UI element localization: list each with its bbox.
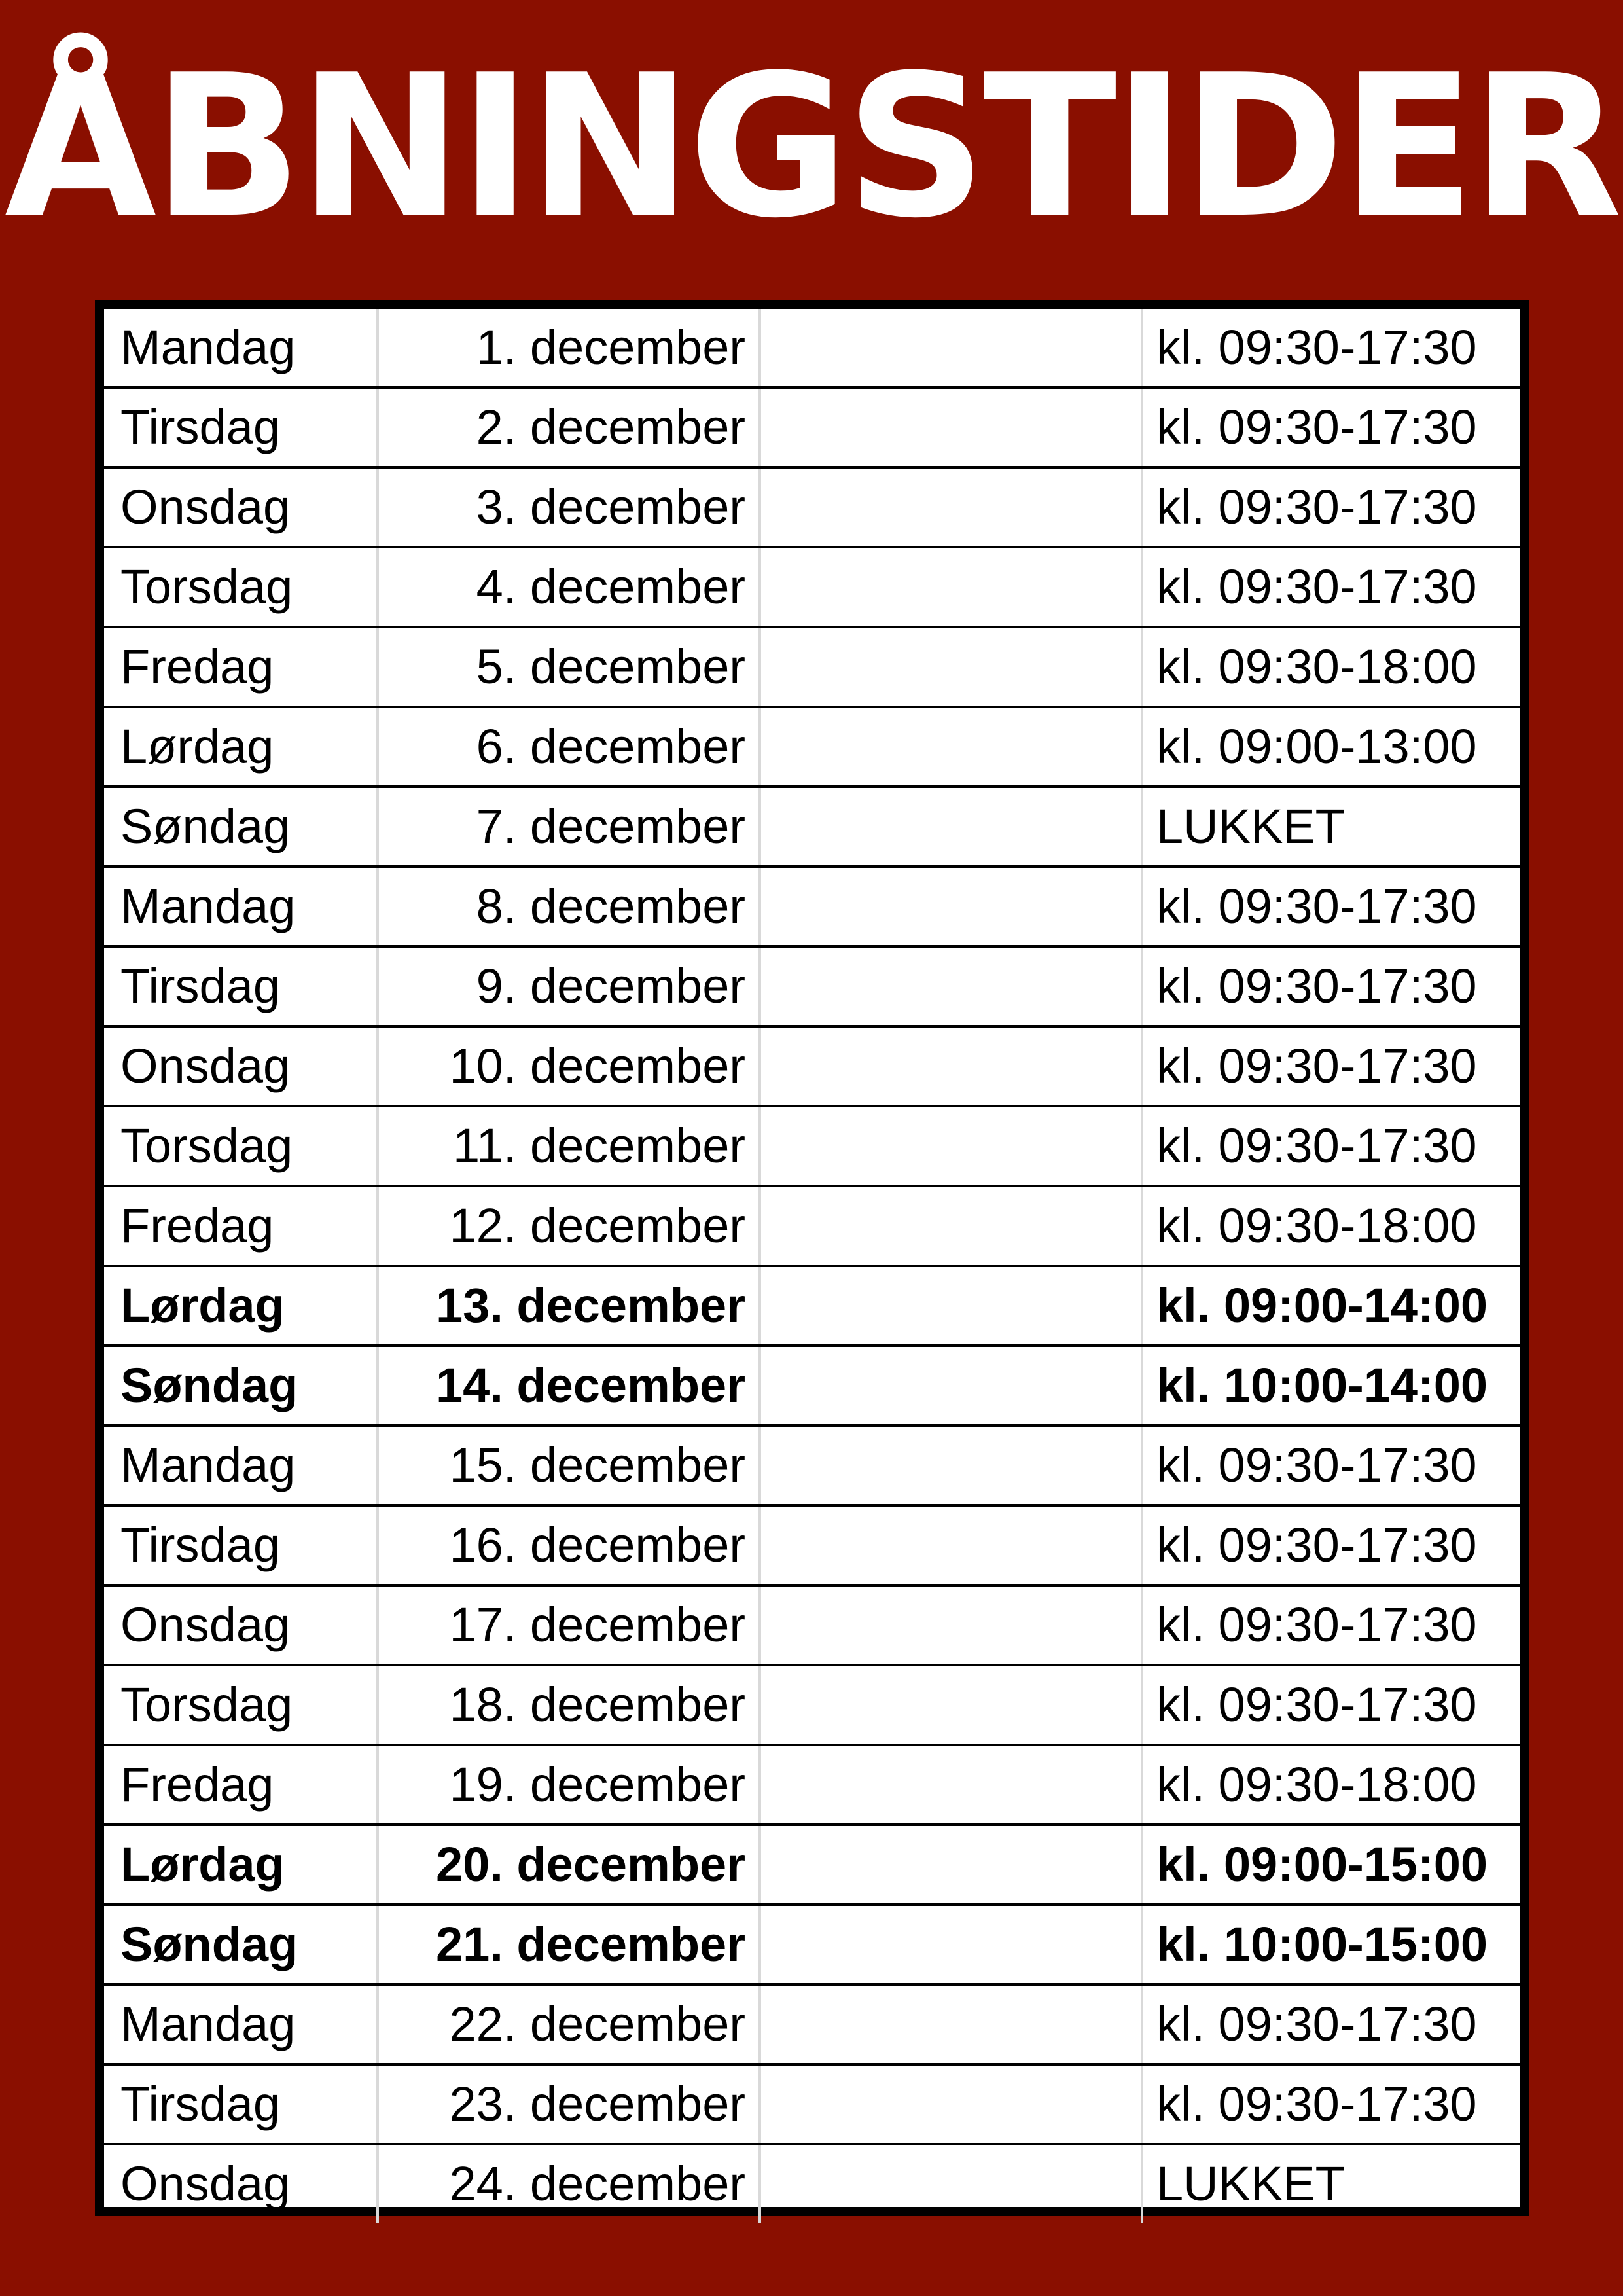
- date-cell: 6. december: [379, 708, 761, 785]
- empty-cell: [761, 1986, 1143, 2063]
- hours-cell: kl. 09:30-17:30: [1156, 1598, 1477, 1652]
- empty-cell: [761, 2066, 1143, 2143]
- hours-cell: kl. 09:30-17:30: [1156, 320, 1477, 374]
- weekday-cell: Onsdag: [104, 1587, 379, 1664]
- table-row: [104, 1187, 1520, 1267]
- empty-cell: [761, 309, 1143, 386]
- table-row: [104, 1746, 1520, 1826]
- empty-cell: [761, 1746, 1143, 1823]
- hours-cell: kl. 09:00-13:00: [1156, 719, 1477, 774]
- table-row: [104, 389, 1520, 469]
- weekday-cell: Tirsdag: [104, 1507, 379, 1584]
- hours-cell: kl. 09:30-18:00: [1156, 639, 1477, 694]
- weekday-cell: Torsdag: [104, 1107, 379, 1185]
- hours-cell: kl. 10:00-14:00: [1156, 1358, 1488, 1412]
- weekday-cell: Onsdag: [104, 469, 379, 546]
- table-row: [104, 1587, 1520, 1666]
- weekday-cell: Tirsdag: [104, 2066, 379, 2143]
- hours-cell: kl. 09:30-18:00: [1156, 1198, 1477, 1253]
- empty-cell: [761, 1187, 1143, 1265]
- weekday-cell: Lørdag: [104, 1267, 379, 1344]
- opening-hours-table-frame: [95, 300, 1529, 2216]
- hours-cell: kl. 09:30-17:30: [1156, 1039, 1477, 1093]
- date-cell: 1. december: [379, 309, 761, 386]
- date-cell: 14. december: [379, 1347, 761, 1424]
- empty-cell: [761, 1826, 1143, 1903]
- date-cell: 17. december: [379, 1587, 761, 1664]
- weekday-cell: Søndag: [104, 788, 379, 865]
- hours-cell: kl. 09:30-17:30: [1156, 1438, 1477, 1492]
- empty-cell: [761, 788, 1143, 865]
- table-row: [104, 2145, 1520, 2223]
- opening-hours-table: [104, 309, 1520, 2211]
- date-cell: 4. december: [379, 548, 761, 626]
- date-cell: 5. december: [379, 628, 761, 706]
- hours-cell: kl. 09:30-17:30: [1156, 879, 1477, 933]
- hours-cell: kl. 09:30-17:30: [1156, 1518, 1477, 1572]
- date-cell: 23. december: [379, 2066, 761, 2143]
- table-row: [104, 1107, 1520, 1187]
- date-cell: 19. december: [379, 1746, 761, 1823]
- hours-cell: kl. 09:00-14:00: [1156, 1278, 1488, 1333]
- date-cell: 15. december: [379, 1427, 761, 1504]
- hours-cell: kl. 09:30-17:30: [1156, 560, 1477, 614]
- hours-cell: kl. 09:00-15:00: [1156, 1837, 1488, 1892]
- hours-cell: kl. 09:30-17:30: [1156, 400, 1477, 454]
- hours-cell: kl. 09:30-17:30: [1156, 2077, 1477, 2131]
- empty-cell: [761, 868, 1143, 945]
- empty-cell: [761, 1347, 1143, 1424]
- empty-cell: [761, 708, 1143, 785]
- date-cell: 10. december: [379, 1028, 761, 1105]
- empty-cell: [761, 628, 1143, 706]
- weekday-cell: Mandag: [104, 868, 379, 945]
- weekday-cell: Søndag: [104, 1906, 379, 1983]
- empty-cell: [761, 1587, 1143, 1664]
- hours-cell: kl. 10:00-15:00: [1156, 1917, 1488, 1971]
- date-cell: 12. december: [379, 1187, 761, 1265]
- empty-cell: [761, 389, 1143, 466]
- date-cell: 16. december: [379, 1507, 761, 1584]
- date-cell: 18. december: [379, 1666, 761, 1744]
- date-cell: 9. december: [379, 948, 761, 1025]
- weekday-cell: Fredag: [104, 1746, 379, 1823]
- table-row: [104, 309, 1520, 389]
- hours-cell: kl. 09:30-17:30: [1156, 1677, 1477, 1732]
- empty-cell: [761, 2145, 1143, 2223]
- date-cell: 21. december: [379, 1906, 761, 1983]
- hours-cell: kl. 09:30-18:00: [1156, 1757, 1477, 1812]
- table-row: [104, 1826, 1520, 1906]
- date-cell: 13. december: [379, 1267, 761, 1344]
- empty-cell: [761, 1028, 1143, 1105]
- empty-cell: [761, 548, 1143, 626]
- weekday-cell: Tirsdag: [104, 948, 379, 1025]
- weekday-cell: Torsdag: [104, 1666, 379, 1744]
- date-cell: 8. december: [379, 868, 761, 945]
- hours-cell: kl. 09:30-17:30: [1156, 1997, 1477, 2051]
- table-row: [104, 1507, 1520, 1587]
- date-cell: 2. december: [379, 389, 761, 466]
- empty-cell: [761, 948, 1143, 1025]
- weekday-cell: Onsdag: [104, 1028, 379, 1105]
- table-row: [104, 628, 1520, 708]
- empty-cell: [761, 1107, 1143, 1185]
- table-row: [104, 1347, 1520, 1427]
- table-row: [104, 708, 1520, 788]
- weekday-cell: Mandag: [104, 309, 379, 386]
- date-cell: 24. december: [379, 2145, 761, 2223]
- empty-cell: [761, 1906, 1143, 1983]
- date-cell: 3. december: [379, 469, 761, 546]
- hours-cell: LUKKET: [1156, 799, 1345, 853]
- table-row: [104, 1427, 1520, 1507]
- table-row: [104, 868, 1520, 948]
- weekday-cell: Onsdag: [104, 2145, 379, 2223]
- empty-cell: [761, 1666, 1143, 1744]
- table-row: [104, 1906, 1520, 1986]
- hours-cell: kl. 09:30-17:30: [1156, 1119, 1477, 1173]
- hours-cell: LUKKET: [1156, 2157, 1345, 2211]
- date-cell: 20. december: [379, 1826, 761, 1903]
- hours-cell: kl. 09:30-17:30: [1156, 480, 1477, 534]
- weekday-cell: Lørdag: [104, 1826, 379, 1903]
- empty-cell: [761, 1507, 1143, 1584]
- table-row: [104, 1666, 1520, 1746]
- weekday-cell: Mandag: [104, 1986, 379, 2063]
- weekday-cell: Lørdag: [104, 708, 379, 785]
- weekday-cell: Søndag: [104, 1347, 379, 1424]
- weekday-cell: Mandag: [104, 1427, 379, 1504]
- date-cell: 22. december: [379, 1986, 761, 2063]
- page-title: ÅBNINGSTIDER: [4, 33, 1619, 261]
- table-row: [104, 948, 1520, 1028]
- empty-cell: [761, 469, 1143, 546]
- empty-cell: [761, 1267, 1143, 1344]
- date-cell: 11. december: [379, 1107, 761, 1185]
- table-row: [104, 469, 1520, 548]
- hours-cell: kl. 09:30-17:30: [1156, 959, 1477, 1013]
- table-row: [104, 788, 1520, 868]
- table-row: [104, 1028, 1520, 1107]
- weekday-cell: Fredag: [104, 1187, 379, 1265]
- weekday-cell: Torsdag: [104, 548, 379, 626]
- table-row: [104, 1986, 1520, 2066]
- date-cell: 7. december: [379, 788, 761, 865]
- weekday-cell: Tirsdag: [104, 389, 379, 466]
- empty-cell: [761, 1427, 1143, 1504]
- table-row: [104, 548, 1520, 628]
- weekday-cell: Fredag: [104, 628, 379, 706]
- table-row: [104, 1267, 1520, 1347]
- table-row: [104, 2066, 1520, 2145]
